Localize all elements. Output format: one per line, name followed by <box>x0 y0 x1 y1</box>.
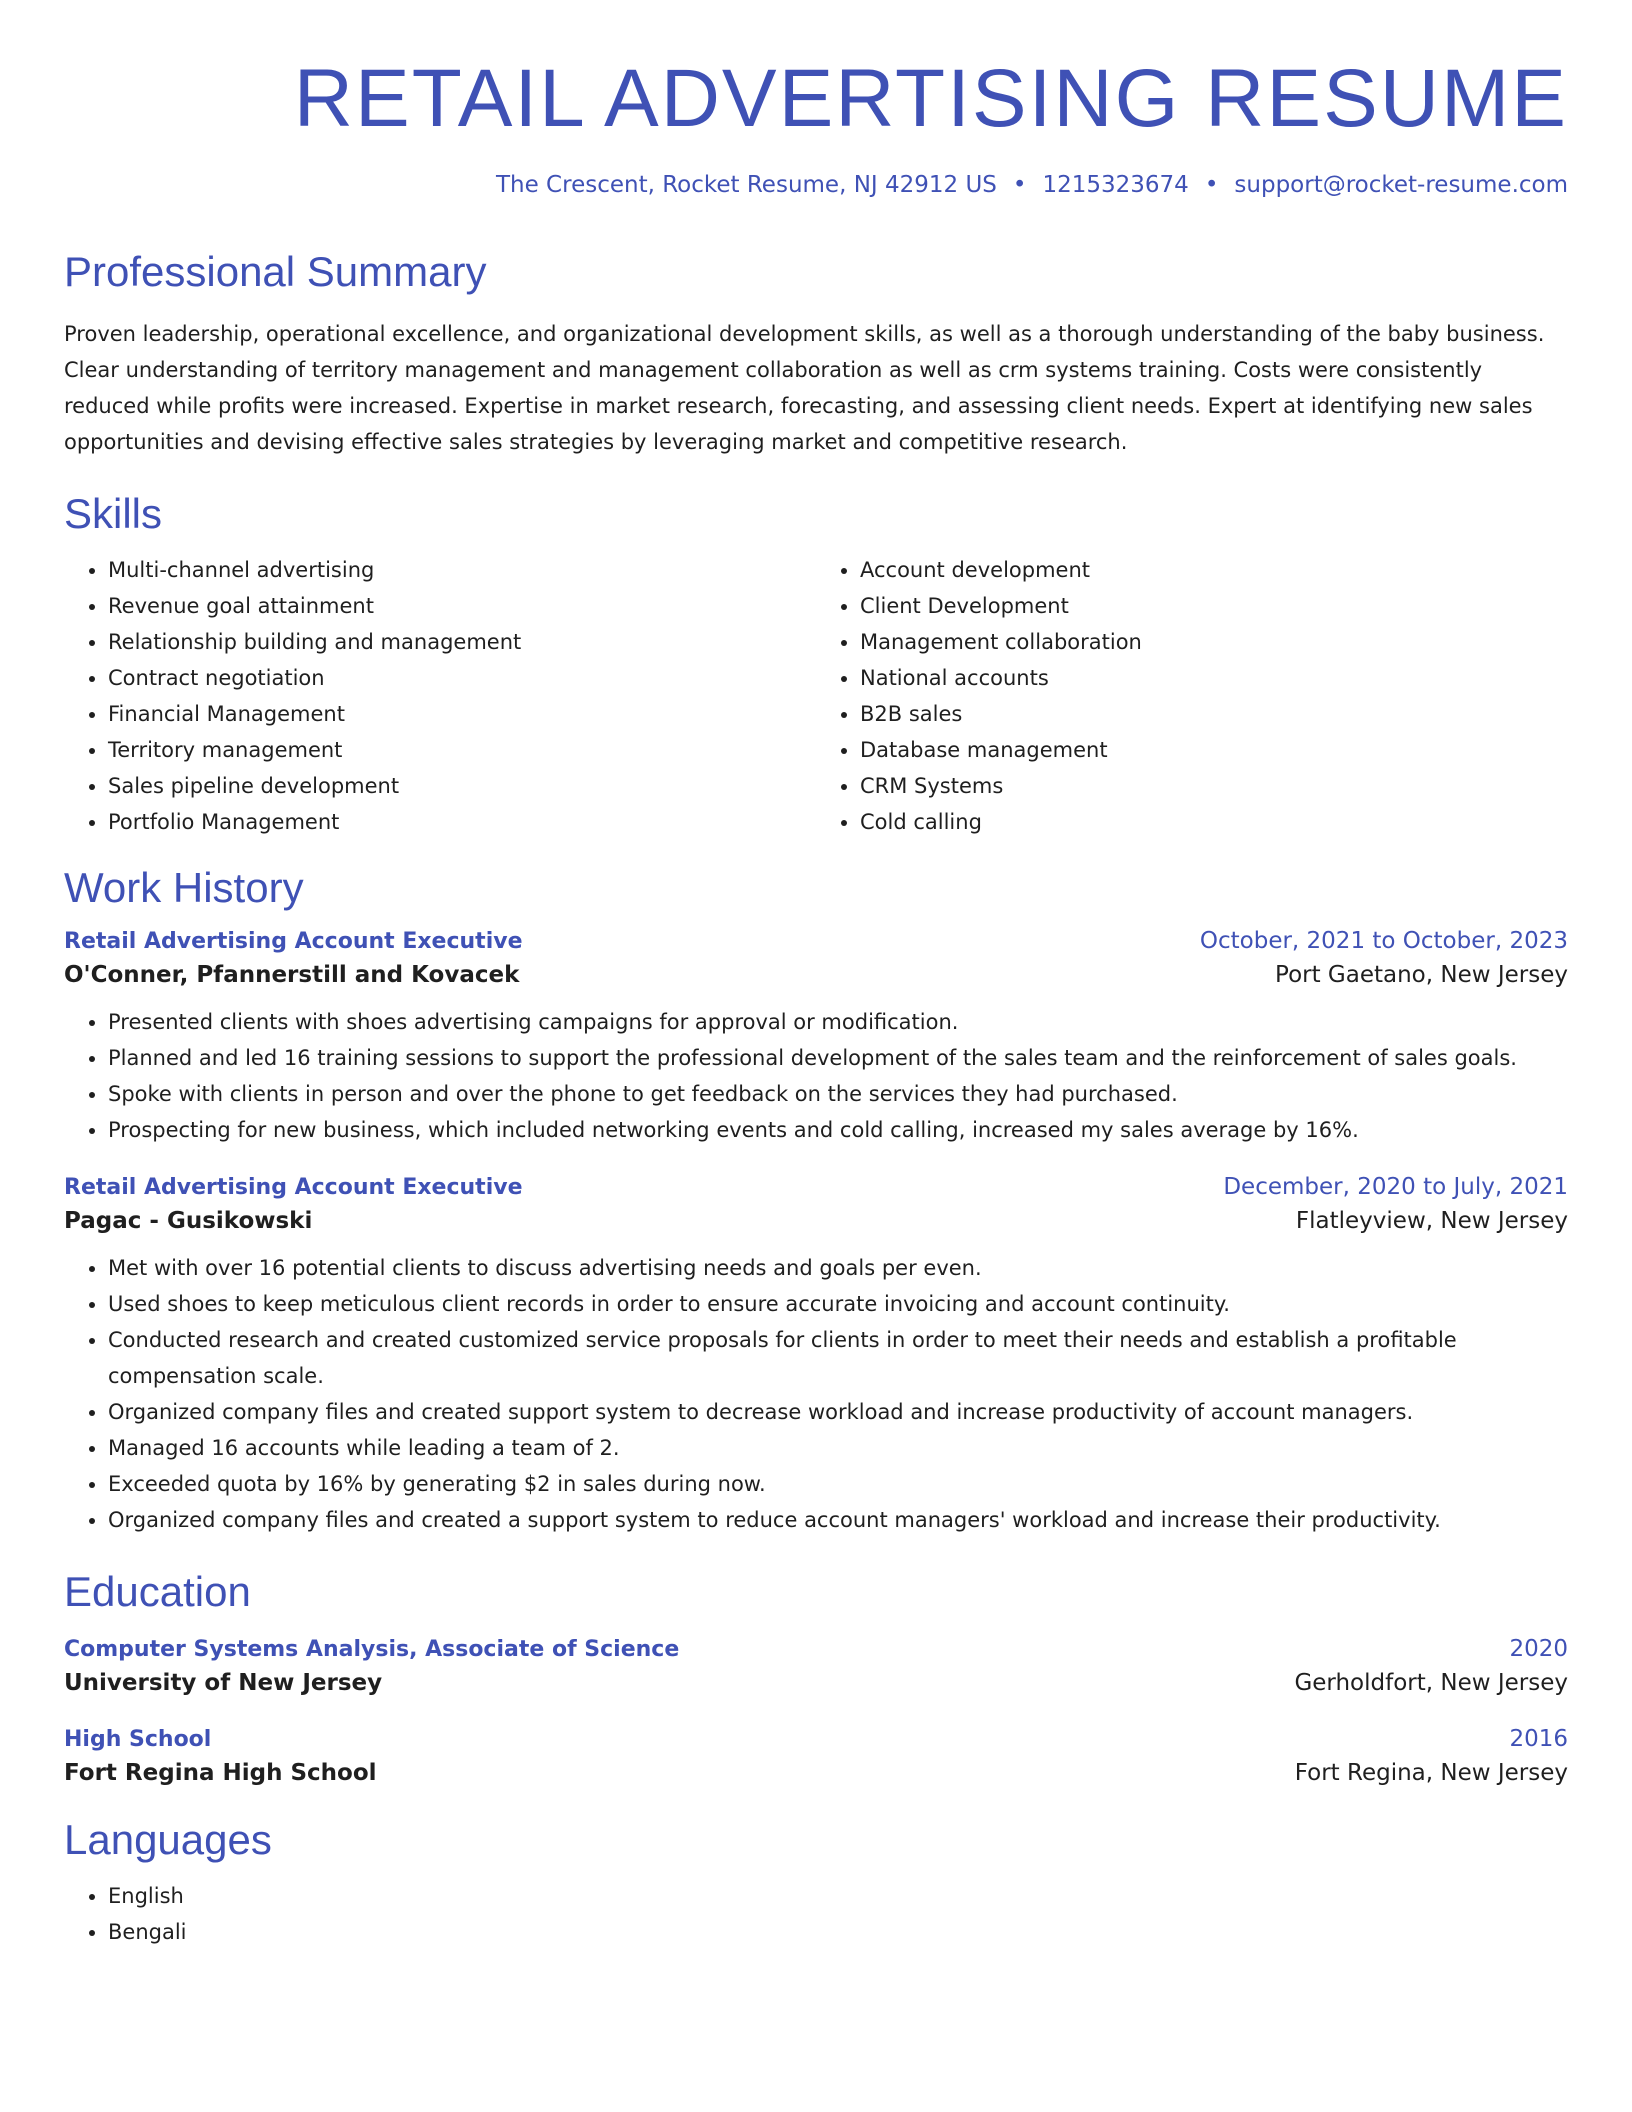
job-role: Retail Advertising Account Executive <box>64 1175 523 1201</box>
contact-address: The Crescent, Rocket Resume, NJ 42912 US <box>495 172 997 199</box>
contact-email[interactable]: support@rocket-resume.com <box>1234 172 1568 199</box>
job-entry <box>64 928 1568 1148</box>
job-company: O'Conner, Pfannerstill and Kovacek <box>64 962 520 989</box>
work-history-heading: Work History <box>64 864 304 912</box>
skill-item: • Contract negotiation <box>108 660 816 696</box>
job-dates: December, 2020 to July, 2021 <box>1223 1174 1568 1201</box>
education-location: Fort Regina, New Jersey <box>1294 1760 1568 1787</box>
contact-separator: • <box>1204 172 1219 199</box>
skill-item: • B2B sales <box>860 696 1568 732</box>
resume-header <box>64 0 1568 198</box>
skill-item: • Management collaboration <box>860 624 1568 660</box>
job-bullet: • Conducted research and created customized service proposals for clients in order to meet their needs and establish a profitable compensation scale. <box>108 1322 1568 1394</box>
skills-heading: Skills <box>64 490 163 538</box>
job-bullet: • Planned and led 16 training sessions to support the professional development of the sales team and the reinforcement of sales goals. <box>108 1040 1568 1076</box>
education-entry <box>64 1726 1568 1786</box>
job-entry <box>64 1174 1568 1538</box>
skills-list-right <box>816 552 1568 840</box>
job-bullet: • Spoke with clients in person and over the phone to get feedback on the services they had purchased. <box>108 1076 1568 1112</box>
job-bullet: • Exceeded quota by 16% by generating $2 in sales during now. <box>108 1466 1568 1502</box>
education-degree: Computer Systems Analysis, Associate of Science <box>64 1637 680 1663</box>
job-bullets <box>64 1250 1568 1538</box>
job-bullets <box>64 1004 1568 1148</box>
education-heading: Education <box>64 1568 251 1616</box>
education-degree: High School <box>64 1727 212 1753</box>
job-bullet: • Met with over 16 potential clients to discuss advertising needs and goals per even. <box>108 1250 1568 1286</box>
education-year: 2016 <box>1509 1726 1568 1753</box>
job-location: Port Gaetano, New Jersey <box>1275 962 1568 989</box>
job-header-row <box>64 1174 1568 1200</box>
skill-item: • Database management <box>860 732 1568 768</box>
education-school: Fort Regina High School <box>64 1760 377 1787</box>
skill-item: • National accounts <box>860 660 1568 696</box>
skill-item: • Cold calling <box>860 804 1568 840</box>
skill-item: • Territory management <box>108 732 816 768</box>
contact-line <box>64 172 1568 198</box>
skills-list-left <box>64 552 816 840</box>
skill-item: • CRM Systems <box>860 768 1568 804</box>
job-company: Pagac - Gusikowski <box>64 1208 313 1235</box>
skill-item: • Relationship building and management <box>108 624 816 660</box>
education-entry <box>64 1636 1568 1696</box>
skill-item: • Client Development <box>860 588 1568 624</box>
job-company-row <box>64 954 1568 988</box>
skills-columns <box>64 552 1568 840</box>
job-company-row <box>64 1200 1568 1234</box>
job-bullet: • Organized company files and created a support system to reduce account managers' workload and increase their productivity. <box>108 1502 1568 1538</box>
languages-list <box>64 1878 1568 1950</box>
skill-item: • Sales pipeline development <box>108 768 816 804</box>
job-bullet: • Organized company files and created support system to decrease workload and increase productivity of account managers. <box>108 1394 1568 1430</box>
skill-item: • Account development <box>860 552 1568 588</box>
education-school-row <box>64 1662 1568 1696</box>
skill-item: • Multi-channel advertising <box>108 552 816 588</box>
summary-heading: Professional Summary <box>64 248 487 296</box>
education-year: 2020 <box>1509 1636 1568 1663</box>
job-role: Retail Advertising Account Executive <box>64 929 523 955</box>
skill-item: • Portfolio Management <box>108 804 816 840</box>
job-location: Flatleyview, New Jersey <box>1295 1208 1568 1235</box>
job-dates: October, 2021 to October, 2023 <box>1199 928 1568 955</box>
languages-heading: Languages <box>64 1816 272 1864</box>
education-school-row <box>64 1752 1568 1786</box>
education-header-row <box>64 1726 1568 1752</box>
job-bullet: • Prospecting for new business, which included networking events and cold calling, increased my sales average by 16%. <box>108 1112 1568 1148</box>
job-bullet: • Managed 16 accounts while leading a team of 2. <box>108 1430 1568 1466</box>
job-bullet: • Used shoes to keep meticulous client records in order to ensure accurate invoicing and account continuity. <box>108 1286 1568 1322</box>
job-bullet: • Presented clients with shoes advertising campaigns for approval or modification. <box>108 1004 1568 1040</box>
education-location: Gerholdfort, New Jersey <box>1294 1670 1568 1697</box>
education-school: University of New Jersey <box>64 1670 383 1697</box>
job-header-row <box>64 928 1568 954</box>
skill-item: • Financial Management <box>108 696 816 732</box>
skill-item: • Revenue goal attainment <box>108 588 816 624</box>
language-item: • English <box>108 1878 1568 1914</box>
summary-text: Proven leadership, operational excellence, and organizational development skills, as well as a thorough understanding of the baby business. Clear understanding of territory management and management collaboration as well as crm systems training. Costs were consistently reduced while profits were increased. Expertise in market research, forecasting, and assessing client needs. Expert at identifying new sales opportunities and devising effective sales strategies by leveraging market and competitive research. <box>64 322 1545 455</box>
resume-title: RETAIL ADVERTISING RESUME <box>293 53 1568 144</box>
contact-separator: • <box>1012 172 1027 199</box>
language-item: • Bengali <box>108 1914 1568 1950</box>
contact-phone: 1215323674 <box>1042 172 1189 199</box>
education-header-row <box>64 1636 1568 1662</box>
